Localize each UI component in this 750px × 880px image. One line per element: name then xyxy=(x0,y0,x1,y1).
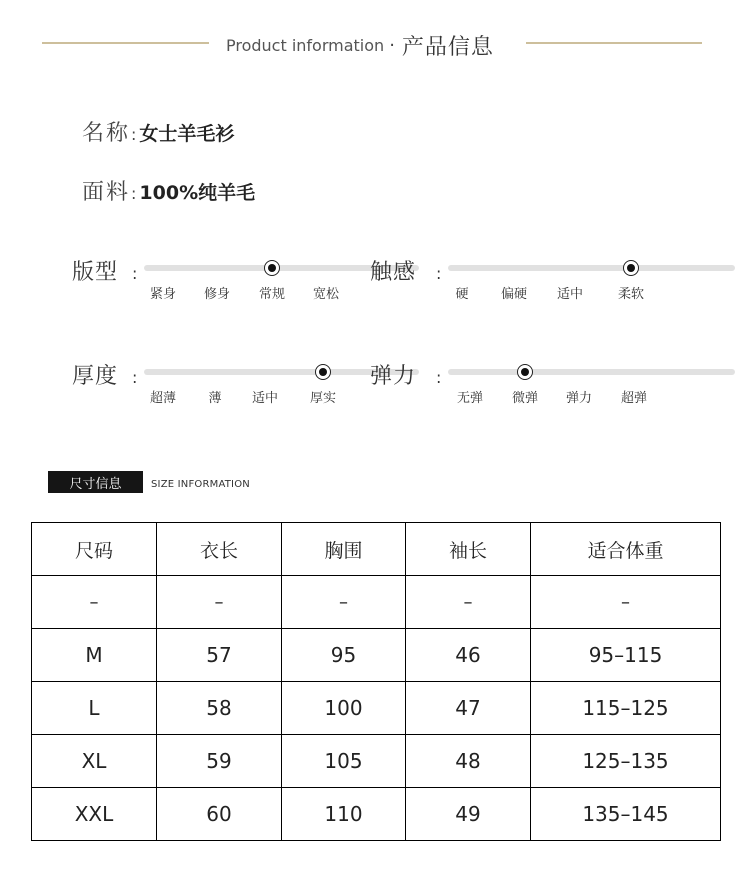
scale-track xyxy=(448,265,735,271)
scale-label: 触感 xyxy=(370,260,417,285)
table-cell: – xyxy=(531,576,721,629)
table-header-cell: 衣长 xyxy=(157,523,282,576)
size-info-badge: 尺寸信息 xyxy=(48,471,143,493)
table-cell: – xyxy=(32,576,157,629)
scale-option: 硬 xyxy=(455,287,469,302)
scale-option: 薄 xyxy=(208,391,222,406)
scale-option: 宽松 xyxy=(312,287,340,302)
table-row xyxy=(32,682,721,735)
scale-option: 常规 xyxy=(258,287,286,302)
scale-knob xyxy=(315,364,331,380)
table-row xyxy=(32,788,721,841)
info-colon: : xyxy=(131,184,137,203)
scale-option: 弹力 xyxy=(565,391,593,406)
scale-colon: : xyxy=(132,264,138,283)
section-header xyxy=(226,30,494,60)
scale-label: 弹力 xyxy=(370,364,417,389)
header-separator: · xyxy=(389,34,395,56)
table-header-cell: 袖长 xyxy=(406,523,531,576)
size-table xyxy=(31,522,721,841)
table-cell: 100 xyxy=(282,682,406,735)
scale-option: 超弹 xyxy=(620,391,648,406)
table-header-cell: 尺码 xyxy=(32,523,157,576)
table-cell: – xyxy=(157,576,282,629)
table-row xyxy=(32,629,721,682)
scale-option: 厚实 xyxy=(309,391,337,406)
table-cell: 95 xyxy=(282,629,406,682)
table-cell: 135–145 xyxy=(531,788,721,841)
table-cell: XL xyxy=(32,735,157,788)
table-cell: 110 xyxy=(282,788,406,841)
scale-option: 超薄 xyxy=(149,391,177,406)
scale-option: 适中 xyxy=(556,287,584,302)
table-cell: 125–135 xyxy=(531,735,721,788)
table-row xyxy=(32,576,721,629)
info-value: 女士羊毛衫 xyxy=(139,123,235,145)
info-label: 面料 xyxy=(82,180,131,205)
scale-option: 适中 xyxy=(251,391,279,406)
table-cell: 48 xyxy=(406,735,531,788)
table-cell: M xyxy=(32,629,157,682)
table-cell: L xyxy=(32,682,157,735)
table-cell: – xyxy=(406,576,531,629)
table-cell: 95–115 xyxy=(531,629,721,682)
scale-knob xyxy=(623,260,639,276)
info-value: 100%纯羊毛 xyxy=(139,182,256,204)
scale-option: 微弹 xyxy=(511,391,539,406)
scale-colon: : xyxy=(132,368,138,387)
scale-option: 柔软 xyxy=(617,287,645,302)
table-cell: 58 xyxy=(157,682,282,735)
table-header-cell: 适合体重 xyxy=(531,523,721,576)
table-cell: 57 xyxy=(157,629,282,682)
header-title-en: Product information xyxy=(226,35,385,55)
header-divider-left xyxy=(42,42,209,44)
table-header-row xyxy=(32,523,721,576)
info-colon: : xyxy=(131,125,137,144)
table-cell: – xyxy=(282,576,406,629)
table-cell: 105 xyxy=(282,735,406,788)
table-cell: 115–125 xyxy=(531,682,721,735)
info-row-name xyxy=(82,116,234,147)
size-info-subtitle: SIZE INFORMATION xyxy=(151,479,250,490)
scale-knob xyxy=(264,260,280,276)
scale-label: 厚度 xyxy=(72,364,119,389)
scale-option: 无弹 xyxy=(456,391,484,406)
scale-option: 修身 xyxy=(203,287,231,302)
header-title-cn: 产品信息 xyxy=(401,34,494,60)
header-divider-right xyxy=(526,42,702,44)
scale-colon: : xyxy=(436,264,442,283)
table-row xyxy=(32,735,721,788)
table-cell: 47 xyxy=(406,682,531,735)
scale-option: 紧身 xyxy=(149,287,177,302)
scale-knob xyxy=(517,364,533,380)
table-cell: XXL xyxy=(32,788,157,841)
info-row-fabric xyxy=(82,175,255,206)
table-cell: 59 xyxy=(157,735,282,788)
table-cell: 46 xyxy=(406,629,531,682)
table-cell: 49 xyxy=(406,788,531,841)
info-label: 名称 xyxy=(82,121,131,146)
scale-colon: : xyxy=(436,368,442,387)
scale-track xyxy=(448,369,735,375)
scale-option: 偏硬 xyxy=(500,287,528,302)
table-cell: 60 xyxy=(157,788,282,841)
table-header-cell: 胸围 xyxy=(282,523,406,576)
scale-label: 版型 xyxy=(72,260,119,285)
